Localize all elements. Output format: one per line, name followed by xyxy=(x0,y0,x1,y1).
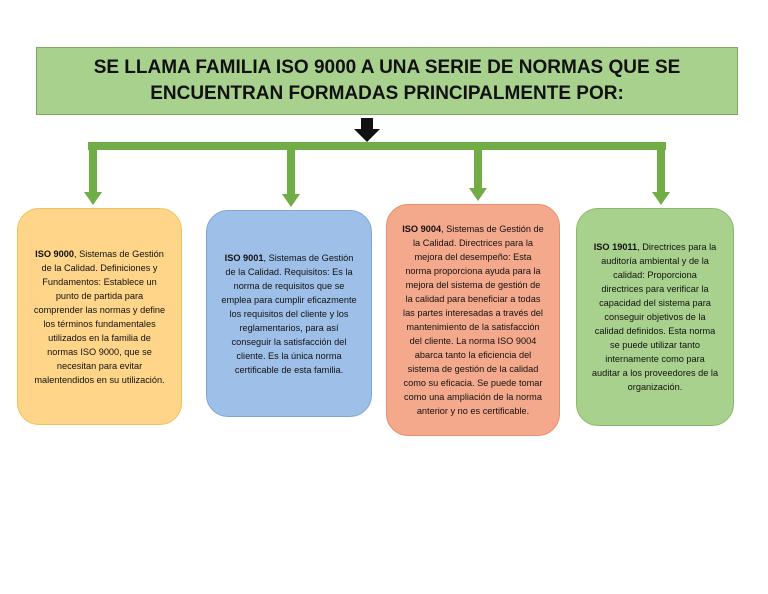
connector-arrow-2 xyxy=(282,146,300,207)
card-heading: ISO 9001 xyxy=(224,252,264,263)
card-heading: ISO 19011 xyxy=(593,242,638,252)
connector-arrow-1 xyxy=(84,146,102,205)
card-iso-9001 xyxy=(206,210,372,417)
card-body xyxy=(32,247,167,387)
card-iso-9004 xyxy=(386,204,560,436)
diagram-title: SE LLAMA FAMILIA ISO 9000 A UNA SERIE DE NORMAS QUE SE ENCUENTRAN FORMADAS PRINCIPALMENTE POR: xyxy=(93,57,681,104)
card-text: , Sistemas de Gestión de la Calidad. Definiciones y Fundamentos: Establece un punto de partida para comprender las normas y define los términos fundamentales utilizados en la familia de normas ISO 9000, que se necesitan para evitar malentendidos en su utilización. xyxy=(33,248,166,385)
card-heading: ISO 9004 xyxy=(402,224,442,234)
card-iso-19011 xyxy=(576,208,734,426)
card-body xyxy=(591,240,719,394)
card-text: , Directrices para la auditoría ambiental y de la calidad: Proporciona directrices para verificar la capacidad del sistema para conseguir objetivos de la calidad definidos. Esta norma se puede utilizar tanto internamente como para auditar a los proveedores de la organización. xyxy=(591,242,719,392)
connector-arrow-3 xyxy=(469,146,487,201)
down-arrow-icon xyxy=(354,118,380,142)
card-body xyxy=(401,222,545,418)
card-heading: ISO 9000 xyxy=(35,248,74,259)
connector-horizontal-bar xyxy=(88,142,666,150)
card-text: , Sistemas de Gestión de la Calidad. Requisitos: Es la norma de requisitos que se emplea para cumplir eficazmente los requisitos del cliente y los reglamentarios, para así conseguir la satisfacción del cliente. Es la única norma certificable de esta familia. xyxy=(221,252,357,375)
card-text: , Sistemas de Gestión de la Calidad. Directrices para la mejora del desempeño: Esta norma proporciona ayuda para la mejora del sistema de gestión de la calidad para beneficiar a todas las partes interesadas a través del mantenimiento de la satisfacción del cliente. La norma ISO 9004 abarca tanto la eficiencia del sistema de gestión de la calidad como su eficacia. Se puede tomar como una ampliación de la norma anterior y no es certificable. xyxy=(403,224,544,416)
card-iso-9000 xyxy=(17,208,182,425)
card-body xyxy=(221,251,357,377)
connector-arrow-4 xyxy=(652,146,670,205)
